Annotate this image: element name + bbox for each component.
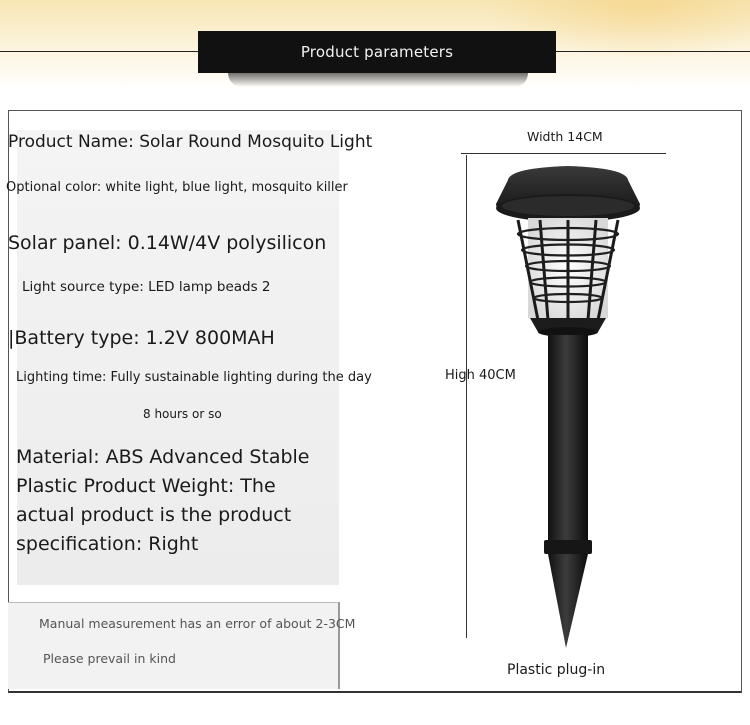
solar-lamp-image [470, 160, 670, 655]
spec-lighting-hours: 8 hours or so [143, 407, 222, 421]
section-header-title: Product parameters [300, 43, 454, 61]
note-measurement: Manual measurement has an error of about 2-3CM [39, 616, 356, 631]
section-header [198, 31, 556, 73]
spec-solar-panel: Solar panel: 0.14W/4V polysilicon [8, 232, 327, 254]
dimension-height-label: High 40CM [445, 368, 516, 383]
spec-optional-color: Optional color: white light, blue light, mosquito killer [6, 180, 348, 195]
spec-battery: |Battery type: 1.2V 800MAH [8, 327, 275, 349]
header-shadow [228, 73, 528, 87]
spec-material: Material: ABS Advanced Stable Plastic Product Weight: The actual product is the product specification: Right [16, 446, 310, 555]
spec-light-source: Light source type: LED lamp beads 2 [22, 279, 271, 295]
dimension-width-line [461, 153, 666, 154]
dimension-width-label: Width 14CM [527, 129, 603, 144]
spec-lighting-time: Lighting time: Fully sustainable lighting during the day [16, 370, 372, 385]
spec-product-name: Product Name: Solar Round Mosquito Light [8, 132, 373, 152]
dimension-plug-label: Plastic plug-in [507, 662, 606, 678]
dimension-height-line [466, 155, 467, 638]
note-prevail: Please prevail in kind [43, 651, 176, 666]
